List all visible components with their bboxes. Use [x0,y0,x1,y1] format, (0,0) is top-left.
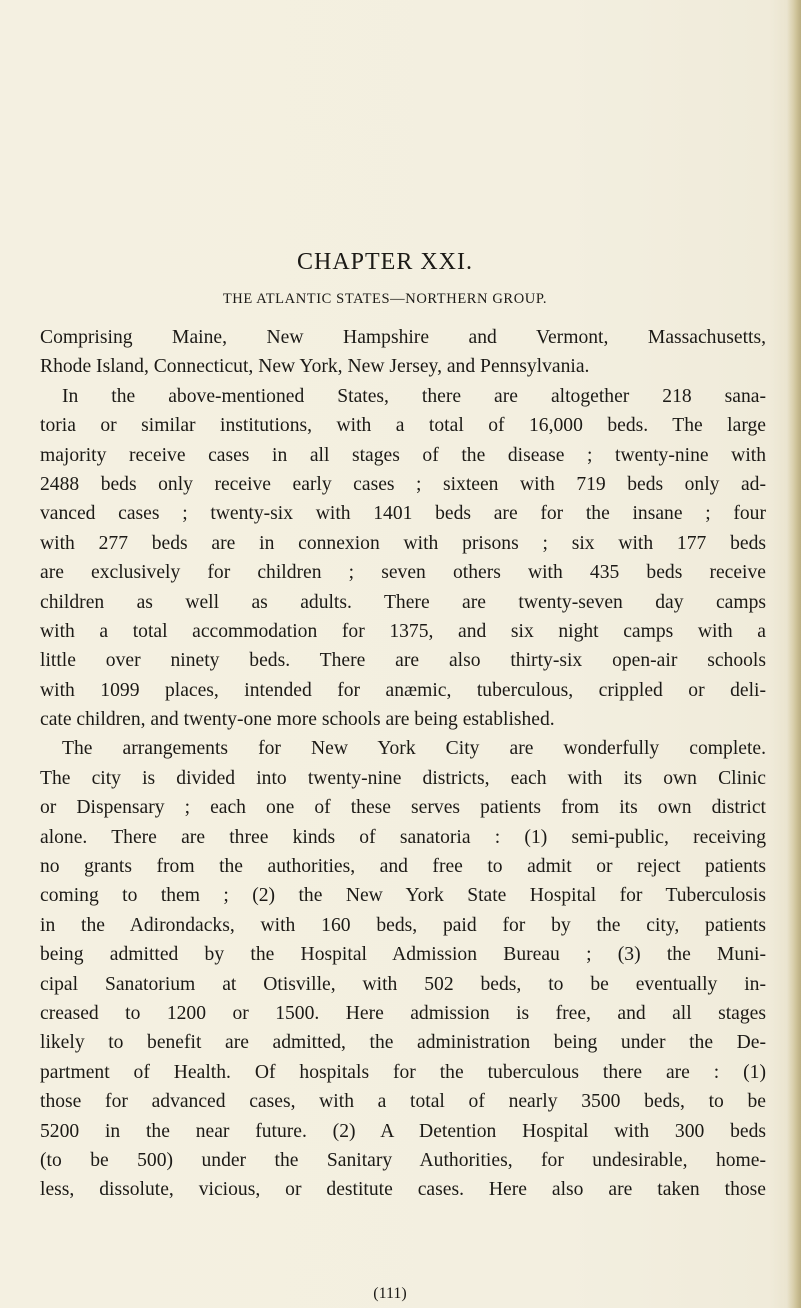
text-line: or Dispensary ; each one of these serves patients from its own district [40,797,766,819]
text-line: with 277 beds are in connexion with prisons ; six with 177 beds [40,532,766,554]
text-line: The arrangements for New York City are wonderfully complete. [62,738,766,760]
text-line: with 1099 places, intended for anæmic, tuberculous, crippled or deli- [40,679,766,701]
text-line: are exclusively for children ; seven others with 435 beds receive [40,562,766,584]
text-line: 5200 in the near future. (2) A Detention Hospital with 300 beds [40,1120,766,1142]
text-line: in the Adirondacks, with 160 beds, paid for by the city, patients [40,914,766,936]
text-line: coming to them ; (2) the New York State Hospital for Tuberculosis [40,885,766,907]
text-line: less, dissolute, vicious, or destitute cases. Here also are taken those [40,1179,766,1201]
chapter-title: CHAPTER XXI. [296,249,473,275]
text-line: Comprising Maine, New Hampshire and Vermont, Massachusetts, [40,327,766,348]
body-text [40,323,766,1205]
text-line: cipal Sanatorium at Otisville, with 502 beds, to be eventually in- [40,973,766,995]
text-line: The city is divided into twenty-nine districts, each with its own Clinic [40,767,766,789]
text-line: In the above-mentioned States, there are altogether 218 sana- [62,385,766,407]
text-line: children as well as adults. There are twenty-seven day camps [40,591,766,613]
text-line: cate children, and twenty-one more schools are being established. [40,709,555,731]
text-line: likely to benefit are admitted, the administration being under the De- [40,1032,766,1054]
text-line: toria or similar institutions, with a total of 16,000 beds. The large [40,415,766,437]
text-line: alone. There are three kinds of sanatoria : (1) semi-public, receiving [40,826,766,848]
text-line: being admitted by the Hospital Admission Bureau ; (3) the Muni- [40,944,766,966]
text-line: creased to 1200 or 1500. Here admission is free, and all stages [40,1002,766,1024]
text-line: little over ninety beds. There are also thirty-six open-air schools [40,650,766,672]
text-line: vanced cases ; twenty-six with 1401 beds are for the insane ; four [40,503,766,525]
text-line: 2488 beds only receive early cases ; sixteen with 719 beds only ad- [40,473,766,495]
text-line: (to be 500) under the Sanitary Authorities, for undesirable, home- [40,1149,766,1171]
text-line: those for advanced cases, with a total of nearly 3500 beds, to be [40,1091,766,1113]
text-line: Rhode Island, Connecticut, New York, New Jersey, and Pennsylvania. [40,356,590,378]
page-edge [787,0,801,1308]
section-title: THE ATLANTIC STATES—NORTHERN GROUP. [222,291,548,307]
text-line: partment of Health. Of hospitals for the tuberculous there are : (1) [40,1061,766,1083]
page-number: (111) [373,1285,407,1302]
text-line: no grants from the authorities, and free to admit or reject patients [40,856,766,878]
text-line: majority receive cases in all stages of the disease ; twenty-nine with [40,444,766,466]
text-line: with a total accommodation for 1375, and six night camps with a [40,620,766,642]
